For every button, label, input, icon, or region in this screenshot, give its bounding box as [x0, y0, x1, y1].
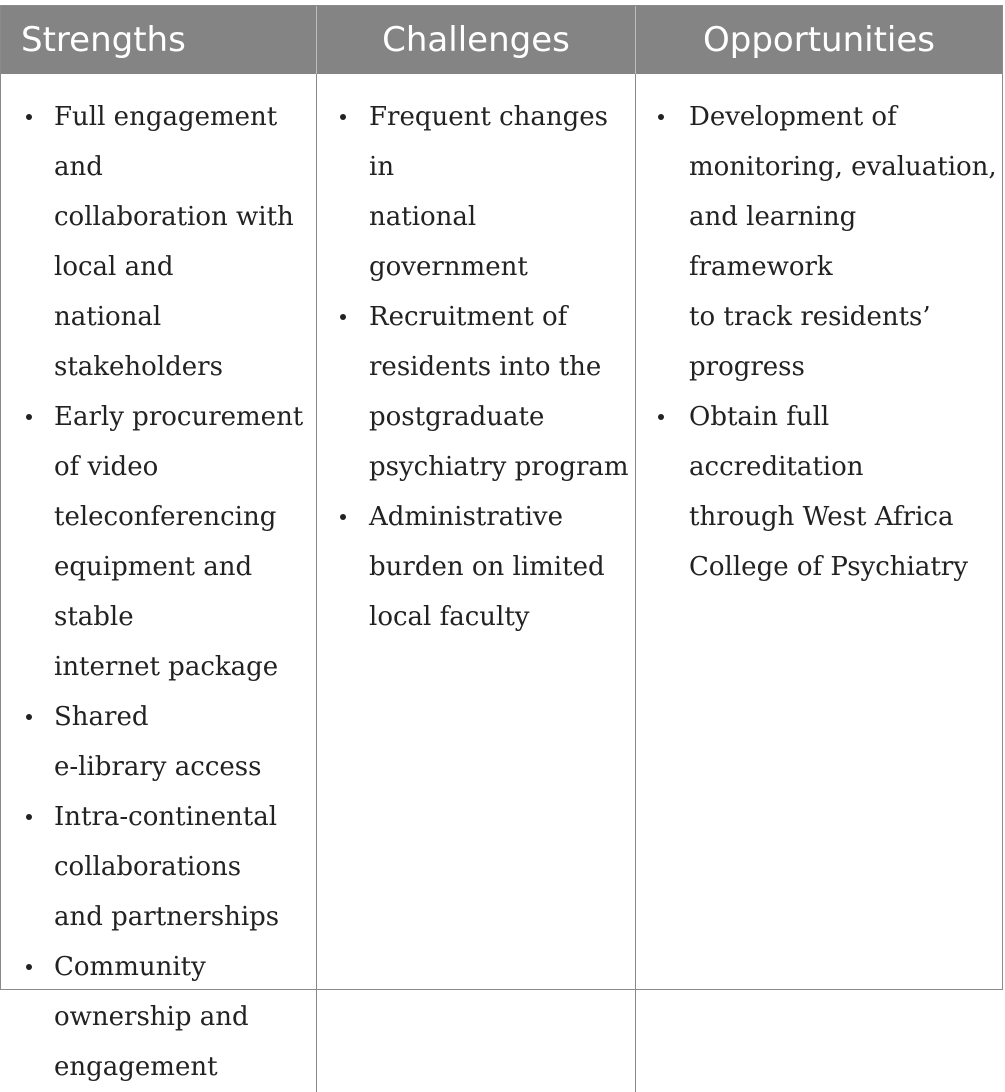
list-item-text: Shared e-library access — [54, 702, 262, 782]
opportunities-column — [635, 74, 1002, 1092]
list-item-text: Early procurement of video teleconferencing equipment and stable internet package — [54, 402, 304, 682]
bullet-icon — [658, 414, 664, 420]
list-item — [1, 92, 316, 392]
list-item — [1, 942, 316, 1092]
opportunities-list — [636, 92, 1002, 592]
header-challenges: Challenges — [316, 6, 635, 74]
list-item — [636, 392, 1002, 592]
bullet-icon — [26, 414, 32, 420]
strengths-column — [1, 74, 316, 1092]
list-item — [317, 92, 635, 292]
list-item-text: Intra-continental collaborations and partnerships — [54, 802, 280, 932]
bullet-icon — [26, 814, 32, 820]
bullet-icon — [658, 114, 664, 120]
list-item-text: Frequent changes in national government — [369, 102, 609, 282]
list-item-text: Full engagement and collaboration with local and national stakeholders — [54, 102, 294, 382]
list-item-text: Administrative burden on limited local faculty — [369, 502, 605, 632]
bullet-icon — [340, 514, 346, 520]
strengths-list — [1, 92, 316, 1092]
challenges-column — [316, 74, 635, 1092]
list-item — [1, 692, 316, 792]
bullet-icon — [26, 714, 32, 720]
bullet-icon — [26, 964, 32, 970]
list-item — [636, 92, 1002, 392]
header-opportunities: Opportunities — [635, 6, 1002, 74]
list-item-text: Community ownership and engagement — [54, 952, 249, 1082]
bullet-icon — [340, 314, 346, 320]
challenges-list — [317, 92, 635, 642]
list-item — [317, 292, 635, 492]
header-strengths: Strengths — [1, 6, 316, 74]
bullet-icon — [340, 114, 346, 120]
list-item-text: Recruitment of residents into the postgraduate psychiatry program — [369, 302, 629, 482]
list-item — [317, 492, 635, 642]
list-item-text: Obtain full accreditation through West Africa College of Psychiatry — [689, 402, 968, 582]
bullet-icon — [26, 114, 32, 120]
list-item — [1, 792, 316, 942]
swot-table — [0, 5, 1003, 1082]
list-item — [1, 392, 316, 692]
list-item-text: Development of monitoring, evaluation, and learning framework to track residents’ progress — [689, 102, 997, 382]
